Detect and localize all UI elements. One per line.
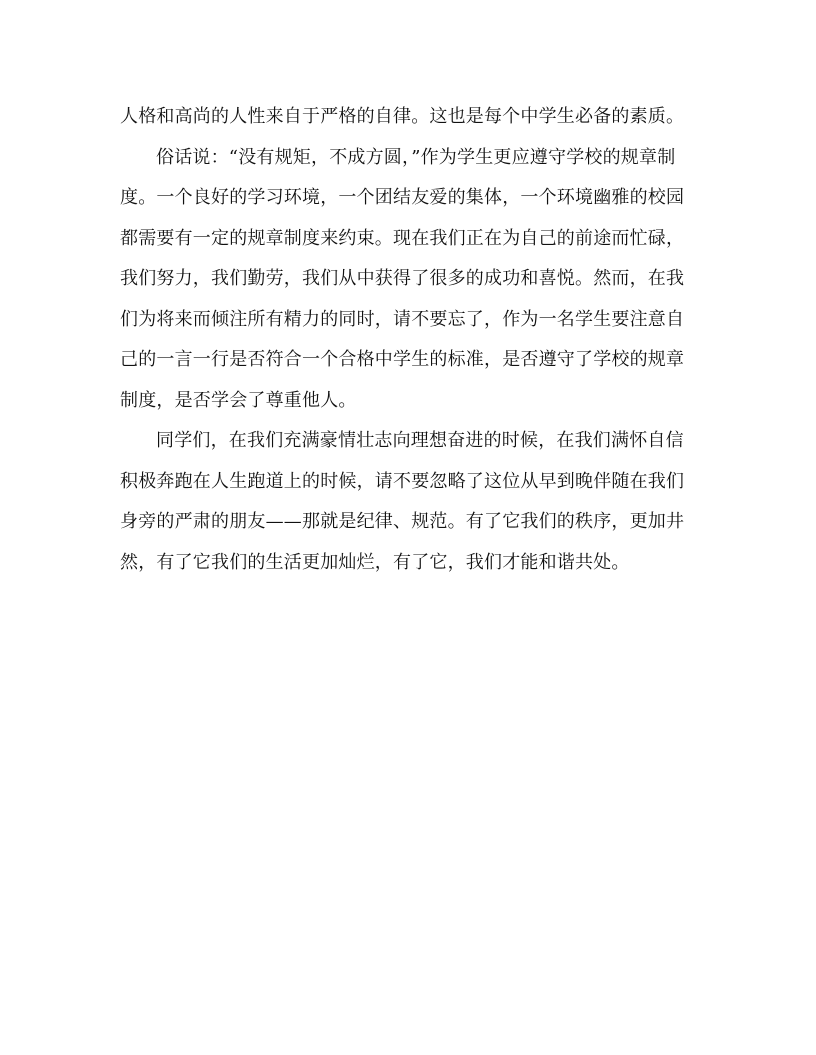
paragraph-2-line-3: 都需要有一定的规章制度来约束。现在我们正在为自己的前途而忙碌， [120, 227, 685, 249]
paragraph-3-line-4: 然，有了它我们的生活更加灿烂，有了它，我们才能和谐共处。 [120, 551, 630, 573]
paragraph-3 [120, 427, 698, 589]
document-body [120, 103, 698, 589]
paragraph-2-line-6: 己的一言一行是否符合一个合格中学生的标准，是否遵守了学校的规章 [120, 349, 685, 370]
paragraph-2-line-7: 制度，是否学会了尊重他人。 [120, 389, 357, 411]
paragraph-2 [120, 144, 698, 428]
paragraph-2-line-4: 我们努力，我们勤劳，我们从中获得了很多的成功和喜悦。然而，在我 [120, 268, 685, 289]
paragraph-3-line-2: 积极奔跑在人生跑道上的时候，请不要忽略了这位从早到晚伴随在我们 [120, 470, 685, 492]
paragraph-3-line-1: 同学们，在我们充满豪情壮志向理想奋进的时候，在我们满怀自信 [156, 430, 684, 451]
paragraph-1-line-1: 人格和高尚的人性来自于严格的自律。这也是每个中学生必备的素质。 [120, 106, 685, 127]
paragraph-2-line-1: 俗话说：“没有规矩，不成方圆，”作为学生更应遵守学校的规章制 [156, 146, 676, 168]
paragraph-1 [120, 103, 698, 144]
paragraph-3-line-3: 身旁的严肃的朋友——那就是纪律、规范。有了它我们的秩序，更加井 [120, 511, 685, 532]
paragraph-2-line-2: 度。一个良好的学习环境，一个团结友爱的集体，一个环境幽雅的校园 [120, 187, 685, 208]
paragraph-2-line-5: 们为将来而倾注所有精力的同时，请不要忘了，作为一名学生要注意自 [120, 308, 685, 330]
